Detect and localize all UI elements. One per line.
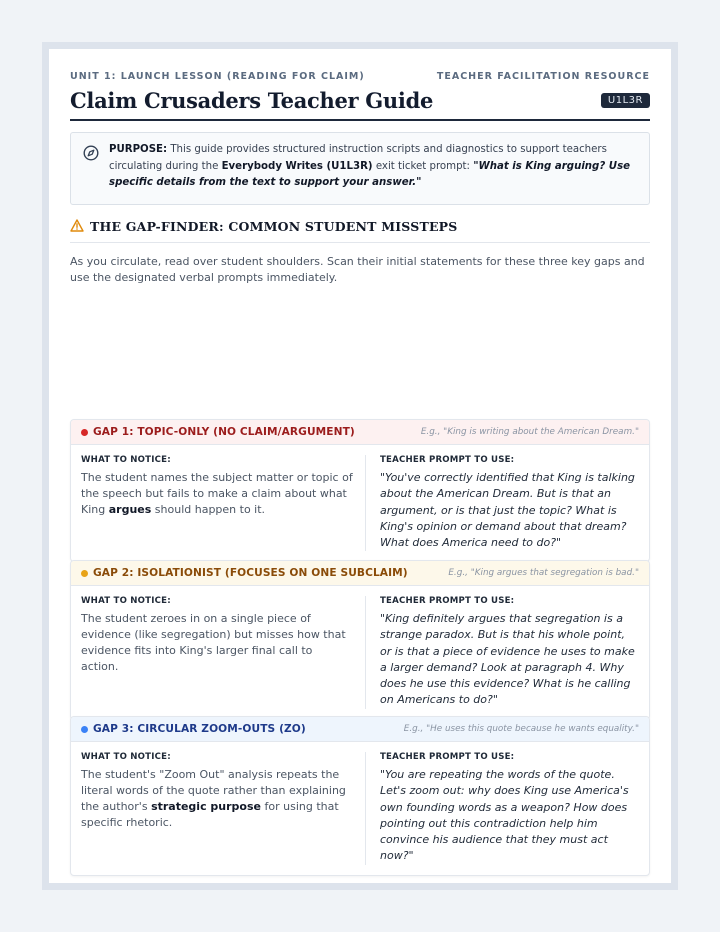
- gap-body: [71, 445, 649, 561]
- guide-page: [49, 49, 671, 883]
- title-row: [70, 88, 650, 113]
- prompt-column: [366, 596, 639, 709]
- status-dot: [81, 726, 88, 733]
- notice-label: WHAT TO NOTICE:: [81, 596, 171, 606]
- header-meta-row: [70, 71, 650, 82]
- gap-title: GAP 3: CIRCULAR ZOOM-OUTS (ZO): [93, 723, 306, 735]
- notice-text-part: The student zeroes in on a single piece of evidence (like segregation) but misses how that evidence fits into King's larger final call to action.: [81, 612, 346, 673]
- section-header: [70, 217, 650, 243]
- gap-card-1: [70, 419, 650, 562]
- purpose-text-1: This guide provides structured instruction scripts and diagnostics to support teachers circulating during the: [109, 144, 607, 172]
- gap-header: [71, 717, 649, 742]
- title-divider: [70, 119, 650, 121]
- purpose-label: PURPOSE:: [109, 144, 168, 155]
- purpose-activity: Everybody Writes (U1L3R): [221, 160, 373, 172]
- purpose-box: [70, 132, 650, 205]
- status-dot: [81, 429, 88, 436]
- gap-header: [71, 561, 649, 586]
- gap-header: [71, 420, 649, 445]
- prompt-text: "You've correctly identified that King is talking about the American Dream. But is that an argument, or is that just the topic? What is King's opinion or demand about that dream? What does America need to do?": [380, 471, 635, 550]
- gap-title: GAP 2: ISOLATIONIST (FOCUSES ON ONE SUBCLAIM): [93, 567, 408, 579]
- lesson-code-badge: U1L3R: [601, 93, 650, 108]
- notice-text-part: should happen to it.: [151, 503, 266, 516]
- notice-text-part: The student names the subject matter or topic of the speech but fails to make a claim about what King: [81, 471, 353, 516]
- notice-text-part: for using that specific rhetoric.: [81, 800, 339, 829]
- section-title: THE GAP-FINDER: COMMON STUDENT MISSTEPS: [90, 218, 458, 234]
- notice-column: [81, 596, 366, 709]
- page-title: Claim Crusaders Teacher Guide: [70, 88, 434, 113]
- unit-label: UNIT 1: LAUNCH LESSON (READING FOR CLAIM): [70, 71, 365, 82]
- prompt-label: TEACHER PROMPT TO USE:: [380, 596, 515, 606]
- prompt-column: [366, 455, 639, 551]
- resource-label: TEACHER FACILITATION RESOURCE: [436, 71, 650, 82]
- prompt-text: "You are repeating the words of the quote. Let's zoom out: why does King use America's own founding words as a weapon? How does pointing out this contradiction help him convince his audience that they must act now?": [380, 768, 629, 863]
- notice-label: WHAT TO NOTICE:: [81, 752, 171, 762]
- notice-text: [81, 611, 353, 675]
- notice-text: [81, 767, 353, 831]
- warning-icon: [70, 217, 84, 236]
- gap-card-2: [70, 560, 650, 720]
- prompt-label: TEACHER PROMPT TO USE:: [380, 455, 515, 465]
- notice-column: [81, 455, 366, 551]
- notice-column: [81, 752, 366, 865]
- gap-body: [71, 586, 649, 719]
- notice-text: [81, 470, 353, 518]
- notice-text-part: The student's "Zoom Out" analysis repeats the literal words of the quote rather than explaining the author's: [81, 768, 346, 813]
- gap-title-group: [81, 426, 355, 438]
- gap-body: [71, 742, 649, 875]
- notice-emphasis: strategic purpose: [151, 800, 261, 813]
- notice-label: WHAT TO NOTICE:: [81, 455, 171, 465]
- prompt-text: "King definitely argues that segregation is a strange paradox. But is that his whole point, or is that a piece of evidence he uses to make a larger demand? Look at paragraph 4. Why does he use this evidence? What is he calling on Americans to do?": [380, 612, 635, 707]
- prompt-label: TEACHER PROMPT TO USE:: [380, 752, 515, 762]
- compass-icon: [83, 145, 99, 161]
- gap-title-group: [81, 723, 306, 735]
- notice-emphasis: argues: [108, 503, 152, 516]
- purpose-prompt: "What is King arguing? Use specific details from the text to support your answer.": [109, 160, 631, 188]
- gap-example: E.g., "He uses this quote because he wants equality.": [403, 724, 639, 734]
- status-dot: [81, 570, 88, 577]
- section-intro: As you circulate, read over student shoulders. Scan their initial statements for these three key gaps and use the designated verbal prompts immediately.: [70, 254, 645, 284]
- prompt-column: [366, 752, 639, 865]
- gap-card-3: [70, 716, 650, 876]
- gap-title-group: [81, 567, 408, 579]
- gap-example: E.g., "King argues that segregation is bad.": [448, 568, 639, 578]
- purpose-text-2: exit ticket prompt:: [372, 160, 474, 172]
- gap-example: E.g., "King is writing about the American Dream.": [420, 427, 639, 437]
- gap-title: GAP 1: TOPIC-ONLY (NO CLAIM/ARGUMENT): [93, 426, 355, 438]
